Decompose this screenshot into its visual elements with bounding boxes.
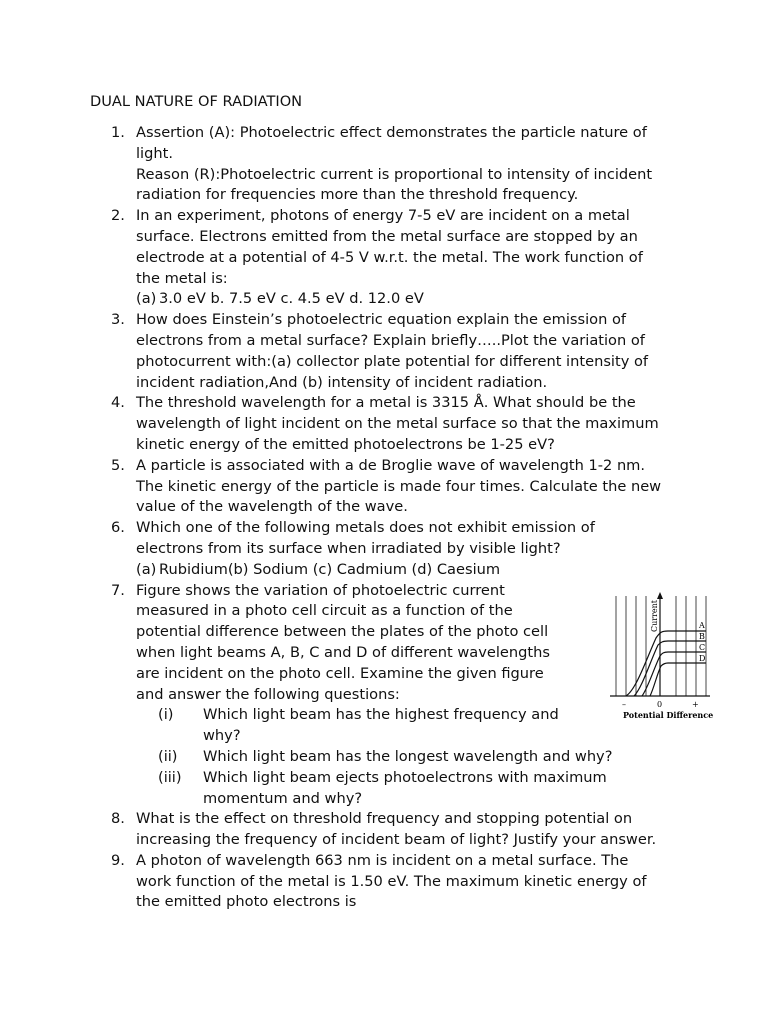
y-axis-arrow: [657, 592, 663, 599]
sub-question-text-line: Which light beam has the longest wavelength and why?: [203, 747, 613, 765]
question-text-line: incident radiation,And (b) intensity of incident radiation.: [136, 373, 548, 391]
question-text-line: measured in a photo cell circuit as a function of the: [136, 602, 513, 620]
sub-question-text-line: momentum and why?: [203, 789, 363, 807]
question-text-line: value of the wavelength of the wave.: [136, 498, 408, 516]
photocurrent-figure: [596, 590, 744, 728]
question-number: 2.: [111, 207, 125, 225]
curve-label-c: C: [699, 643, 706, 652]
question-item: [90, 456, 690, 518]
question-text-line: work function of the metal is 1.50 eV. The maximum kinetic energy of: [136, 872, 647, 890]
question-text-line: light.: [136, 144, 173, 162]
question-item: [90, 123, 690, 206]
photocurrent-graph: [596, 590, 744, 728]
question-text-line: and answer the following questions:: [136, 685, 400, 703]
question-text-line: What is the effect on threshold frequency and stopping potential on: [136, 810, 633, 828]
tick-label-plus: +: [692, 700, 699, 709]
sub-question: [90, 768, 690, 810]
question-item: [90, 206, 690, 310]
curve-label-a: A: [699, 621, 705, 630]
question-text-line: electrons from a metal surface? Explain briefly…..Plot the variation of: [136, 331, 645, 349]
question-number: 6.: [111, 519, 125, 537]
sub-question-number: (ii): [158, 747, 178, 765]
question-text-line: kinetic energy of the emitted photoelectrons be 1-25 eV?: [136, 435, 555, 453]
question-text-line: The threshold wavelength for a metal is 3315 Å. What should be the: [136, 394, 636, 412]
y-axis-label: Current: [650, 599, 659, 632]
sub-question-number: (iii): [158, 768, 182, 786]
question-number: 3.: [111, 311, 125, 329]
question-text-line: when light beams A, B, C and D of different wavelengths: [136, 643, 550, 661]
question-text-line: How does Einstein’s photoelectric equation explain the emission of: [136, 311, 627, 329]
sub-question-text-line: Which light beam has the highest frequency and: [203, 706, 559, 724]
question-item: [90, 851, 690, 913]
sub-question-number: (i): [158, 706, 174, 724]
answer-options: [136, 560, 690, 581]
option-text: Rubidium(b) Sodium (c) Cadmium (d) Caesium: [159, 560, 501, 578]
question-text-line: A particle is associated with a de Broglie wave of wavelength 1-2 nm.: [136, 456, 646, 474]
question-text-line: electrons from its surface when irradiated by visible light?: [136, 539, 561, 557]
x-axis-label: Potential Difference: [623, 710, 714, 720]
question-number: 4.: [111, 394, 125, 412]
question-text-line: increasing the frequency of incident beam of light? Justify your answer.: [136, 831, 657, 849]
question-text-line: Assertion (A): Photoelectric effect demonstrates the particle nature of: [136, 124, 647, 141]
question-text-line: are incident on the photo cell. Examine the given figure: [136, 664, 544, 682]
question-text-line: Reason (R):Photoelectric current is proportional to intensity of incident: [136, 165, 653, 183]
question-number: 5.: [111, 456, 125, 474]
page-title: DUAL NATURE OF RADIATION: [90, 93, 303, 110]
question-text-line: Which one of the following metals does not exhibit emission of: [136, 519, 595, 537]
question-text-line: photocurrent with:(a) collector plate potential for different intensity of: [136, 352, 649, 370]
question-text-line: the emitted photo electrons is: [136, 893, 357, 911]
question-item: [90, 809, 690, 851]
curve-label-d: D: [699, 654, 706, 663]
curve-b: [634, 641, 706, 696]
question-text-line: A photon of wavelength 663 nm is incident on a metal surface. The: [136, 851, 629, 869]
answer-options: [136, 289, 690, 310]
sub-question: [90, 747, 690, 768]
question-text-line: Figure shows the variation of photoelectric current: [136, 581, 505, 599]
question-number: 8.: [111, 810, 125, 828]
tick-label-minus: –: [622, 700, 626, 709]
question-number: 7.: [111, 581, 125, 599]
question-text-line: radiation for frequencies more than the threshold frequency.: [136, 186, 579, 204]
question-item: [90, 310, 690, 393]
option-tag: (a): [136, 290, 157, 308]
question-item: [90, 518, 690, 580]
question-text-line: electrode at a potential of 4-5 V w.r.t. the metal. The work function of: [136, 248, 643, 266]
question-number: 9.: [111, 851, 125, 869]
question-list: [90, 123, 690, 913]
sub-question-text-line: Which light beam ejects photoelectrons with maximum: [203, 768, 607, 786]
question-text-line: In an experiment, photons of energy 7-5 eV are incident on a metal: [136, 207, 630, 225]
curve-d: [650, 663, 706, 696]
sub-question-text-line: why?: [203, 727, 241, 745]
question-text-line: potential difference between the plates of the photo cell: [136, 623, 549, 641]
curve-label-b: B: [699, 632, 705, 641]
question-text-line: surface. Electrons emitted from the metal surface are stopped by an: [136, 227, 638, 245]
question-text-line: The kinetic energy of the particle is made four times. Calculate the new: [136, 477, 662, 495]
option-tag: (a): [136, 560, 157, 578]
question-item: [90, 393, 690, 455]
question-text-line: wavelength of light incident on the metal surface so that the maximum: [136, 415, 659, 433]
option-text: 3.0 eV b. 7.5 eV c. 4.5 eV d. 12.0 eV: [159, 290, 424, 308]
question-text-line: the metal is:: [136, 269, 228, 287]
question-number: 1.: [111, 124, 125, 141]
tick-label-zero: 0: [657, 700, 663, 709]
